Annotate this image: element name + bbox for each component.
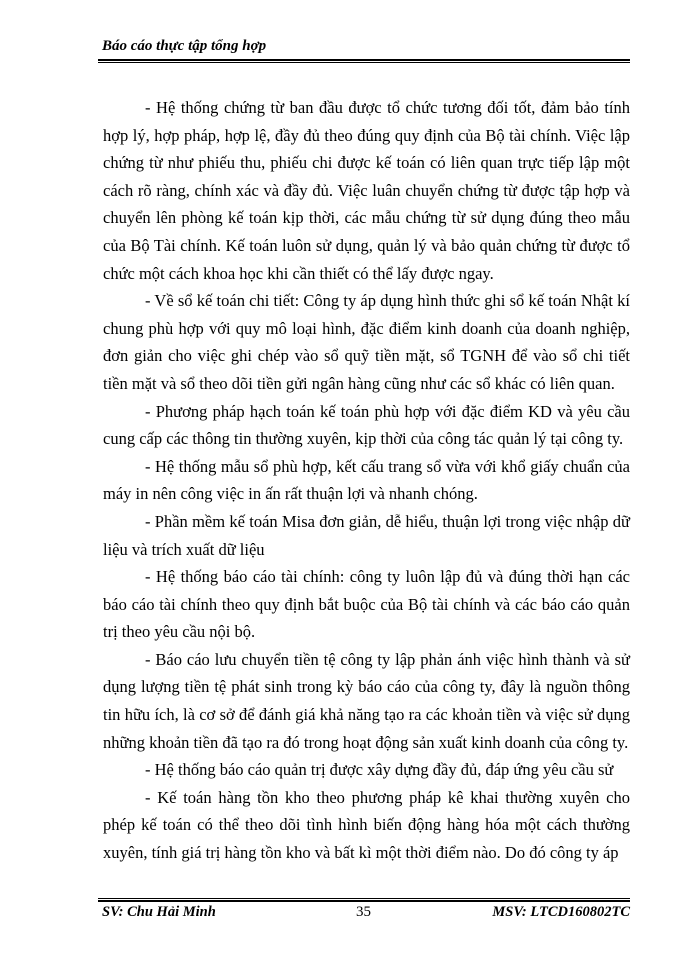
paragraph-luu-chuyen-tien-te: - Báo cáo lưu chuyển tiền tệ công ty lập phản ánh việc hình thành và sử dụng lượng tiền tệ phát sinh trong kỳ báo cáo của công ty, đây là nguồn thông tin hữu ích, là cơ sở để đánh giá khả năng tạo ra các khoản tiền và việc sử dụng những khoản tiền đã tạo ra đó trong hoạt động sản xuất kinh doanh của công ty. xyxy=(103,649,630,752)
footer-student-name: SV: Chu Hải Minh xyxy=(102,904,216,920)
footer-student-id: MSV: LTCD160802TC xyxy=(492,904,630,920)
page-header-title: Báo cáo thực tập tổng hợp xyxy=(102,38,267,54)
paragraph-phuong-phap: - Phương pháp hạch toán kế toán phù hợp với đặc điểm KD và yêu cầu cung cấp các thông tin thường xuyên, kịp thời của công tác quản lý tại công ty. xyxy=(103,401,630,449)
page-footer xyxy=(102,904,630,924)
paragraph-chung-tu: - Hệ thống chứng từ ban đầu được tổ chức tương đối tốt, đảm bảo tính hợp lý, hợp pháp, hợp lệ, đầy đủ theo đúng quy định của Bộ tài chính. Việc lập chứng từ như phiếu thu, phiếu chi được kế toán có liên quan trực tiếp lập một cách rõ ràng, chính xác và đầy đủ. Việc luân chuyển chứng từ được tập hợp và chuyển lên phòng kế toán kịp thời, các mẫu chứng từ sử dụng đúng theo mẫu của Bộ Tài chính. Kế toán luôn sử dụng, quản lý và bảo quản chứng từ được tổ chức một cách khoa học khi cần thiết có thể lấy được ngay. xyxy=(103,98,630,283)
paragraph-phan-mem: - Phần mềm kế toán Misa đơn giản, dễ hiểu, thuận lợi trong việc nhập dữ liệu và trích xuất dữ liệu xyxy=(103,511,630,559)
paragraph-so-ke-toan: - Về sổ kế toán chi tiết: Công ty áp dụng hình thức ghi sổ kế toán Nhật kí chung phù hợp với quy mô loại hình, đặc điểm kinh doanh của doanh nghiệp, đơn giản cho việc ghi chép vào sổ quỹ tiền mặt, sổ TGNH để vào sổ chi tiết tiền mặt và sổ theo dõi tiền gửi ngân hàng cũng như các sổ khác có liên quan. xyxy=(103,291,630,393)
footer-rule xyxy=(98,898,630,902)
paragraph-bao-cao-quan-tri: - Hệ thống báo cáo quản trị được xây dựng đầy đủ, đáp ứng yêu cầu sử xyxy=(145,760,614,780)
paragraph-hang-ton-kho: - Kế toán hàng tồn kho theo phương pháp kê khai thường xuyên cho phép kế toán có thể theo dõi tình hình biến động hàng hóa một cách thường xuyên, tính giá trị hàng tồn kho và bất kì một thời điểm nào. Do đó công ty áp xyxy=(103,787,630,863)
header-rule xyxy=(98,59,630,63)
document-body xyxy=(103,94,630,867)
footer-page-number: 35 xyxy=(356,904,371,920)
paragraph-bao-cao-tai-chinh: - Hệ thống báo cáo tài chính: công ty luôn lập đủ và đúng thời hạn các báo cáo tài chính theo quy định bắt buộc của Bộ tài chính và các báo cáo quản trị theo yêu cầu nội bộ. xyxy=(103,567,630,642)
paragraph-mau-so: - Hệ thống mẫu sổ phù hợp, kết cấu trang sổ vừa với khổ giấy chuẩn của máy in nên công việc in ấn rất thuận lợi và nhanh chóng. xyxy=(103,456,630,504)
